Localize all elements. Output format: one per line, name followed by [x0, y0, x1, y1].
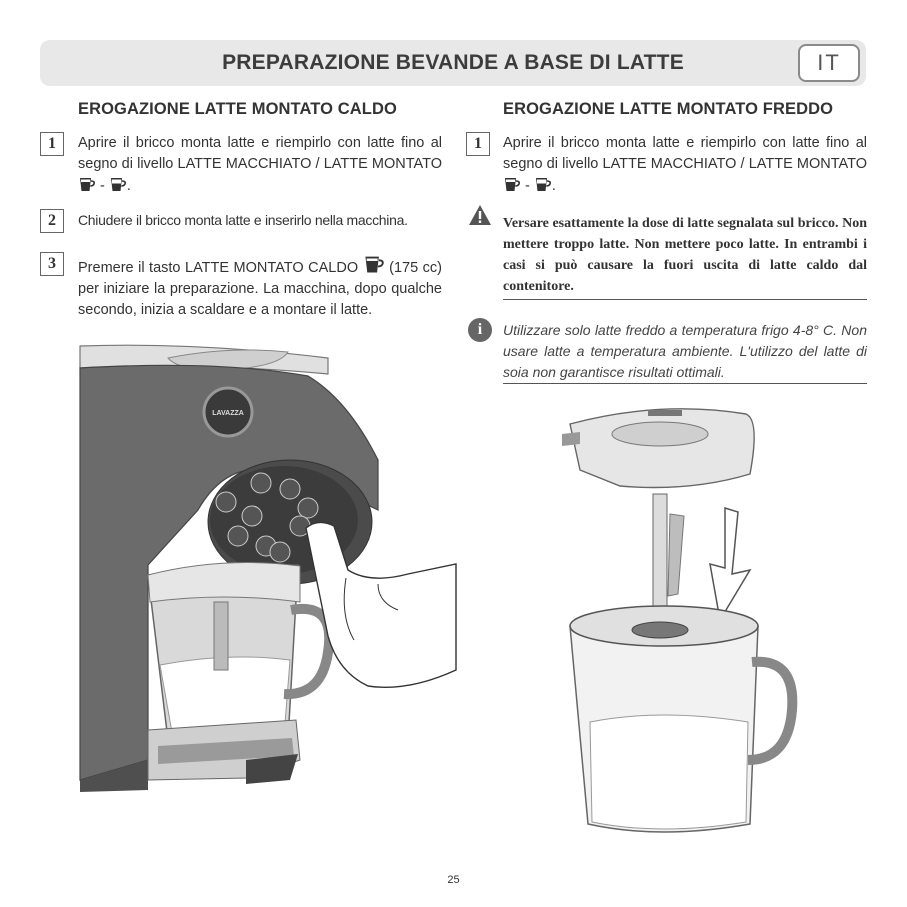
step-text-main: Premere il tasto LATTE MONTATO CALDO	[78, 260, 359, 276]
info-circle-icon: i	[468, 318, 492, 342]
step-text-main: Aprire il bricco monta latte e riempirlo con latte fino al segno di livello LATTE MACCHIATO / LATTE MONTATO	[78, 135, 442, 172]
icon-separator: -	[100, 178, 105, 194]
down-arrow-icon	[710, 508, 750, 620]
milk-cup-icon	[109, 175, 127, 193]
machine-frothing-illustration	[78, 340, 458, 810]
step-text	[503, 133, 867, 197]
step-text	[78, 253, 442, 321]
step-text-tail: (175 cc) per iniziare la preparazione. La macchina, dopo qualche secondo, inizia a scaldare e a montare il latte.	[78, 260, 442, 318]
milk-cup-icon	[78, 175, 96, 193]
milk-cup-icon	[534, 175, 552, 193]
page-title: PREPARAZIONE BEVANDE A BASE DI LATTE	[222, 51, 684, 74]
cold-froth-illustration	[560, 404, 800, 844]
brand-logo: LAVAZZA	[212, 410, 244, 417]
warning-text: Versare esattamente la dose di latte segnalata sul bricco. Non mettere troppo latte. Non mettere poco latte. In entrambi i casi si può causare la fuori uscita di latte caldo dal contenitore.	[503, 216, 867, 294]
step-number: 1	[466, 132, 490, 156]
section-title-hot: EROGAZIONE LATTE MONTATO CALDO	[78, 100, 397, 118]
step-number: 1	[40, 132, 64, 156]
step-text-main: Aprire il bricco monta latte e riempirlo con latte fino al segno di livello LATTE MACCHIATO / LATTE MONTATO	[503, 135, 867, 172]
step-text: Chiudere il bricco monta latte e inserirlo nella macchina.	[78, 212, 408, 228]
info-text: Utilizzare solo latte freddo a temperatura frigo 4-8° C. Non usare latte a temperatura ambiente. L'utilizzo del latte di soia non garantisce risultati ottimali.	[503, 322, 867, 380]
step-number: 3	[40, 252, 64, 276]
header-bar	[40, 40, 866, 86]
section-title-cold: EROGAZIONE LATTE MONTATO FREDDO	[503, 100, 834, 118]
warning-triangle-icon	[468, 204, 492, 226]
milk-cup-icon	[363, 253, 385, 275]
divider	[503, 383, 867, 384]
step-number: 2	[40, 209, 64, 233]
page-number: 25	[447, 874, 460, 886]
milk-cup-icon	[503, 175, 521, 193]
icon-separator: -	[525, 178, 530, 194]
language-badge: IT	[798, 44, 860, 82]
step-text-end: .	[126, 178, 131, 194]
step-text	[78, 133, 442, 197]
step-text-end: .	[551, 178, 556, 194]
divider	[503, 299, 867, 300]
